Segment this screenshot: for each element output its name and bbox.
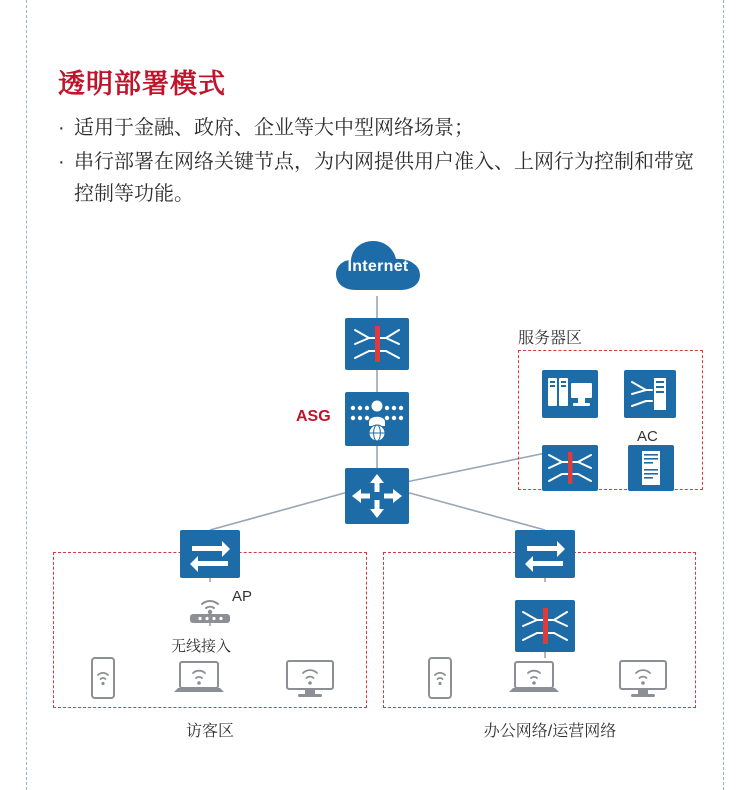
desktop-icon xyxy=(615,658,671,700)
desktop-icon xyxy=(282,658,338,700)
wireless-access-label: 无线接入 xyxy=(171,638,232,655)
firewall-icon xyxy=(542,445,598,491)
firewall-office-node[interactable] xyxy=(515,600,575,652)
laptop-icon xyxy=(505,658,563,700)
ac-icon xyxy=(624,370,676,418)
server-group-node[interactable] xyxy=(542,370,598,418)
bullet-item-1 xyxy=(58,112,698,144)
bullet-text-1: 适用于金融、政府、企业等大中型网络场景； xyxy=(74,117,474,139)
switch-guest-node[interactable] xyxy=(180,530,240,578)
ap-label: AP xyxy=(232,588,253,605)
server-group-icon xyxy=(542,370,598,418)
page-title: 透明部署模式 xyxy=(58,69,226,99)
office-phone-endpoint[interactable] xyxy=(423,655,457,701)
bullet-marker-icon: · xyxy=(58,117,65,139)
office-zone-caption: 办公网络/运营网络 xyxy=(483,723,617,740)
office-laptop-endpoint[interactable] xyxy=(505,658,563,700)
network-topology-diagram xyxy=(0,230,750,760)
server-rack-node[interactable] xyxy=(628,445,674,491)
asg-icon xyxy=(345,392,409,446)
internet-label: Internet xyxy=(347,258,409,275)
ac-controller-node[interactable] xyxy=(624,370,676,418)
office-desktop-endpoint[interactable] xyxy=(615,658,671,700)
asg-gateway-node[interactable] xyxy=(345,392,409,446)
guest-zone-caption: 访客区 xyxy=(185,723,234,740)
bullet-text-2: 串行部署在网络关键节点，为内网提供用户准入、上网行为控制和带宽控制等功能。 xyxy=(74,151,694,205)
internet-cloud[interactable] xyxy=(330,238,426,296)
guest-desktop-endpoint[interactable] xyxy=(282,658,338,700)
firewall-top-node[interactable] xyxy=(345,318,409,370)
core-router-node[interactable] xyxy=(345,468,409,524)
bullet-list xyxy=(58,112,698,212)
firewall-server-node[interactable] xyxy=(542,445,598,491)
router-icon xyxy=(345,468,409,524)
laptop-icon xyxy=(170,658,228,700)
server-zone-label: 服务器区 xyxy=(518,330,583,347)
switch-icon xyxy=(515,530,575,578)
switch-icon xyxy=(180,530,240,578)
bullet-item-2 xyxy=(58,146,698,210)
phone-icon xyxy=(423,655,457,701)
bullet-marker-icon: · xyxy=(58,151,65,173)
guest-laptop-endpoint[interactable] xyxy=(170,658,228,700)
asg-label: ASG xyxy=(296,408,331,425)
switch-office-node[interactable] xyxy=(515,530,575,578)
phone-icon xyxy=(86,655,120,701)
guest-phone-endpoint[interactable] xyxy=(86,655,120,701)
server-rack-icon xyxy=(628,445,674,491)
firewall-icon xyxy=(515,600,575,652)
firewall-icon xyxy=(345,318,409,370)
ac-label: AC xyxy=(637,428,658,445)
